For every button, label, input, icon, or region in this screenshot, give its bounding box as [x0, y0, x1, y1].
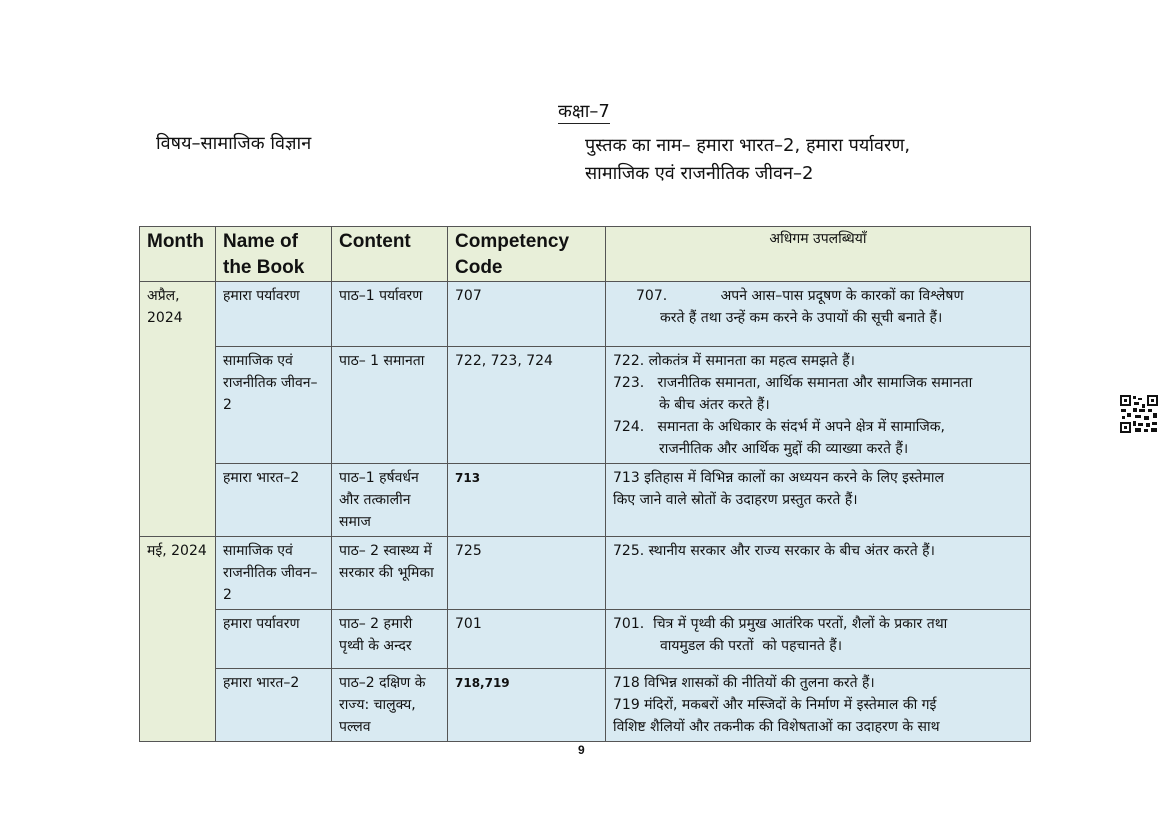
month-cell: मई, 2024 [140, 537, 216, 742]
table-row [140, 537, 1031, 610]
content-cell: पाठ–1 हर्षवर्धन और तत्कालीन समाज [332, 464, 448, 537]
outcome-cell [606, 464, 1031, 537]
book-cell: हमारा भारत–2 [216, 464, 332, 537]
col-header-book: Name of the Book [216, 227, 332, 282]
book-cell: सामाजिक एवं राजनीतिक जीवन–2 [216, 347, 332, 464]
outcome-line: करते हैं तथा उन्हें कम करने के उपायों की सूची बनाते हैं। [660, 310, 943, 326]
col-header-content: Content [332, 227, 448, 282]
table-row [140, 347, 1031, 464]
outcome-line: 722. लोकतंत्र में समानता का महत्व समझते हैं। [613, 353, 855, 369]
table-header-row [140, 227, 1031, 282]
outcome-line: विशिष्ट शैलियों और तकनीक की विशेषताओं का उदाहरण के साथ [613, 719, 940, 735]
content-cell: पाठ– 2 हमारी पृथ्वी के अन्दर [332, 610, 448, 669]
month-cell: अप्रैल, 2024 [140, 282, 216, 537]
subject-label: विषय–सामाजिक विज्ञान [156, 133, 312, 154]
table-row [140, 464, 1031, 537]
code-cell: 707 [448, 282, 606, 347]
content-cell: पाठ–1 पर्यावरण [332, 282, 448, 347]
outcome-cell [606, 537, 1031, 610]
book-names-line-2: सामाजिक एवं राजनीतिक जीवन–2 [585, 163, 814, 184]
outcome-line: 707. अपने आस–पास प्रदूषण के कारकों का विश्लेषण [636, 288, 964, 304]
outcome-cell [606, 282, 1031, 347]
outcome-line: 725. स्थानीय सरकार और राज्य सरकार के बीच अंतर करते हैं। [613, 543, 935, 559]
outcome-line: 713 इतिहास में विभिन्न कालों का अध्ययन करने के लिए इस्तेमाल [613, 470, 944, 486]
outcome-line: 723. राजनीतिक समानता, आर्थिक समानता और सामाजिक समानता [613, 375, 973, 391]
outcome-cell [606, 347, 1031, 464]
outcome-line: 719 मंदिरों, मकबरों और मस्जिदों के निर्माण में इस्तेमाल की गई [613, 697, 937, 713]
class-title: कक्षा–7 [558, 101, 610, 122]
outcome-line: किए जाने वाले स्रोतों के उदाहरण प्रस्तुत करते हैं। [613, 492, 858, 508]
book-names [585, 132, 985, 188]
code-cell: 718,719 [448, 669, 606, 742]
outcome-cell [606, 610, 1031, 669]
content-cell: पाठ– 2 स्वास्थ्य में सरकार की भूमिका [332, 537, 448, 610]
outcome-cell [606, 669, 1031, 742]
outcome-line: वायमुडल की परतों को पहचानते हैं। [660, 638, 843, 654]
col-header-month: Month [140, 227, 216, 282]
code-cell: 725 [448, 537, 606, 610]
book-cell: हमारा पर्यावरण [216, 282, 332, 347]
code-cell: 713 [448, 464, 606, 537]
table-row [140, 282, 1031, 347]
outcome-line: 718 विभिन्न शासकों की नीतियों की तुलना करते हैं। [613, 675, 875, 691]
col-header-outcomes: अधिगम उपलब्धियाँ [606, 227, 1031, 282]
col-header-code: Competency Code [448, 227, 606, 282]
page-number: 9 [578, 743, 585, 757]
qr-code-icon [1119, 394, 1159, 434]
book-cell: सामाजिक एवं राजनीतिक जीवन–2 [216, 537, 332, 610]
table-row [140, 669, 1031, 742]
outcome-line: के बीच अंतर करते हैं। [659, 397, 770, 413]
book-cell: हमारा भारत–2 [216, 669, 332, 742]
code-cell: 722, 723, 724 [448, 347, 606, 464]
book-names-line-1: पुस्तक का नाम– हमारा भारत–2, हमारा पर्यावरण, [585, 135, 911, 156]
content-cell: पाठ– 1 समानता [332, 347, 448, 464]
outcome-line: 724. समानता के अधिकार के संदर्भ में अपने क्षेत्र में सामाजिक, [613, 419, 945, 435]
content-cell: पाठ–2 दक्षिण के राज्य: चालुक्य, पल्लव [332, 669, 448, 742]
lesson-plan-table [139, 226, 1031, 742]
outcome-line: राजनीतिक और आर्थिक मुद्दों की व्याख्या करते हैं। [659, 441, 909, 457]
outcome-line: 701. चित्र में पृथ्वी की प्रमुख आतंरिक परतों, शैलों के प्रकार तथा [613, 616, 948, 632]
table-row [140, 610, 1031, 669]
code-cell: 701 [448, 610, 606, 669]
book-cell: हमारा पर्यावरण [216, 610, 332, 669]
